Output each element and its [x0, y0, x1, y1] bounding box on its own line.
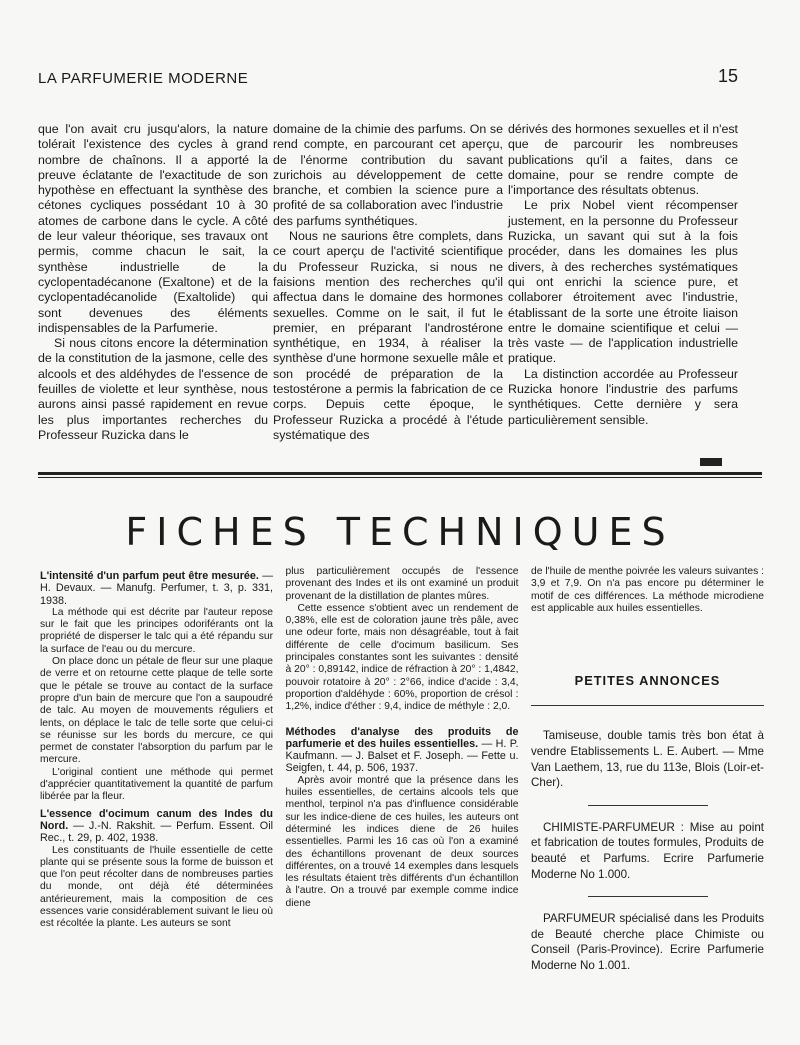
- top-column-3: [508, 122, 738, 443]
- article-title: L'intensité d'un parfum peut être mesurée.: [40, 570, 259, 582]
- article-heading: [40, 570, 273, 607]
- paragraph: dérivés des hormones sexuelles et il n'est que de parcourir les nombreuses publications qu'il a faites, dans ce domaine, pour se rendre compte de l'importance des résultats obtenus.: [508, 122, 738, 198]
- bottom-column-1: [40, 566, 273, 974]
- bottom-column-3: [531, 566, 764, 974]
- end-mark: [700, 458, 722, 466]
- paragraph: Les constituants de l'huile essentielle de cette plante qui se présente sous la forme de buisson et que l'on peut récolter dans de nombreuses parties du monde, ont déjà été déterminées antérieurement, mais la composition de ces essences varie considérablement suivant le lieu où est récoltée la plante. Les auteurs se sont: [40, 844, 273, 930]
- paragraph: La distinction accordée au Professeur Ruzicka honore l'industrie des parfums synthétiques. Cette dernière y sera particulièrement sensible.: [508, 366, 738, 427]
- paragraph: Nous ne saurions être complets, dans ce court aperçu de l'activité scientifique du Professeur Ruzicka, si nous ne faisions mention des recherches qu'il affectua dans le domaine des hormones sexuelles. Comme on le sait, il fut le premier, en préparant l'androstérone synthétique, en 1934, à réaliser la synthèse d'une hormone sexuelle mâle et son procédé de préparation de la testostérone a permis la fabrication de ce corps. Depuis cette époque, le Professeur Ruzicka a procédé à l'étude systématique des: [273, 229, 503, 442]
- article-title: L'essence d'ocimum canum des Indes du Nord.: [40, 807, 273, 832]
- page-number: 15: [717, 66, 738, 86]
- paragraph: On place donc un pétale de fleur sur une plaque de verre et on retourne cette plaque de telle sorte que le pétale se trouve au contact de la surface propre d'un bain de mercure que l'on a saupoudré de talc. Au moyen de mouvements réguliers et lents, on déplace le talc de telle sorte que celui-ci se réunisse sur les bords du mercure, ce qui permet de constater l'absorption du parfum par le mercure.: [40, 656, 273, 766]
- article-reference: — H. P. Kaufmann. — J. Balset et F. Joseph. — Fette u. Seigfen, t. 44, p. 506, 1937.: [285, 737, 519, 775]
- paragraph: Après avoir montré que la présence dans les huiles essentielles, de certains alcools tels que menthol, terpinol n'a pas d'influence considérable sur les indice-diene de ces huiles, les auteurs ont déterminé les indices diene de 26 huiles essentielles. Parmi les 16 cas où l'on a examiné des échantillons provenant de deux sources différentes, on a trouvé 14 exemples dans lesquels les résultats étaient très différents d'un échantillon à l'autre. On a trouvé par exemple comme indice diene: [285, 774, 519, 909]
- section-title: FICHES TECHNIQUES: [125, 510, 675, 554]
- paragraph: plus particulièrement occupés de l'essence provenant des Indes et ils ont examiné un produit provenant de la distillation de plantes mûres.: [285, 566, 519, 602]
- section-divider: [38, 472, 762, 475]
- section-divider-thin: [38, 477, 762, 478]
- article-continuation: [38, 122, 738, 443]
- paragraph: de l'huile de menthe poivrée les valeurs suivantes : 3,9 et 7,9. On n'a pas encore pu déterminer le motif de ces différences. La méthode microdiene est applicable aux huiles essentielles.: [531, 566, 764, 614]
- paragraph: La méthode qui est décrite par l'auteur repose sur le fait que les principes odoriférants ont la propriété de disperser le talc qui a été répandu sur la surface de l'eau ou du mercure.: [40, 606, 273, 655]
- paragraph: domaine de la chimie des parfums. On se rend compte, en parcourant cet aperçu, de l'énorme contribution du savant zurichois au développement de cette branche, et combien la science pure a profité de sa collaboration avec l'industrie des parfums synthétiques.: [273, 122, 503, 228]
- paragraph: Cette essence s'obtient avec un rendement de 0,38%, elle est de coloration jaune très pâle, avec une odeur forte, mais non désagréable, tout à fait différente de celle d'ocimum basilicum. Ses principales constantes sont les suivantes : densité à 20° : 0,89142, indice de réfraction à 20° : 1,4842, pouvoir rotatoire à 20° : 2°66, indice d'acide : 3,4, proportion d'aldéhyde : 60%, proportion de crésol : 1,2%, indice d'éther : 9,4, indice de méthyle : 2,0.: [285, 602, 519, 713]
- ad-separator: [588, 896, 708, 897]
- article-reference: — H. Devaux. — Manufg. Perfumer, t. 3, p. 331, 1938.: [40, 570, 273, 607]
- bottom-column-2: [286, 566, 519, 974]
- annonces-title: PETITES ANNONCES: [531, 675, 764, 706]
- paragraph: Le prix Nobel vient récompenser justement, en la personne du Professeur Ruzicka, un savant qui sut à la fois procéder, dans les domaines les plus divers, à des recherches systématiques qui ont enrichi la science pure, et collaborer étroitement avec l'industrie, établissant de la sorte une étroite liaison entre le domaine scientifique et celui — très vaste — de l'application industrielle pratique.: [508, 198, 738, 366]
- ad-separator: [588, 805, 708, 806]
- article-heading: [40, 808, 273, 845]
- article-reference: — J.-N. Rakshit. — Perfum. Essent. Oil Rec., t. 29, p. 402, 1938.: [40, 819, 273, 845]
- paragraph: que l'on avait cru jusqu'alors, la nature tolérait l'existence des cycles à grand nombre de chaînons. Il a apporté la preuve éclatante de l'exactitude de son hypothèse en effectuant la synthèse des cétones cycliques possédant 10 à 30 atomes de carbone dans le cycle. A côté de leur valeur théorique, ses travaux ont permis, comme chacun le sait, la synthèse industrielle de la cyclopentadécanone (Exaltone) et de la cyclopentadécanolide (Exaltolide) qui sont devenues des éléments indispensables de la Parfumerie.: [38, 122, 268, 335]
- article-heading: [286, 726, 519, 775]
- top-column-1: [38, 122, 268, 443]
- classified-ad: PARFUMEUR spécialisé dans les Produits de Beauté cherche place Chimiste ou Conseil (Paris-Province). Ecrire Parfumerie Moderne No 1.001.: [531, 912, 764, 973]
- classified-ad: Tamiseuse, double tamis très bon état à vendre Etablissements L. E. Aubert. — Mme Van Laethem, 13, rue du 113e, Blois (Loir-et-Cher).: [531, 729, 764, 790]
- top-column-2: [273, 122, 503, 443]
- classified-ad: CHIMISTE-PARFUMEUR : Mise au point et fabrication de toutes formules, Produits de beauté et Parfums. Ecrire Parfumerie Moderne No 1.000.: [531, 820, 764, 881]
- paragraph: Si nous citons encore la détermination de la constitution de la jasmone, celle des alcools et des aldéhydes de l'essence de feuilles de violette et leur synthèse, nous aurons ainsi passé rapidement en revue les plus importantes recherches du Professeur Ruzicka dans le: [38, 336, 268, 442]
- article-title: Méthodes d'analyse des produits de parfumerie et des huiles essentielles.: [285, 725, 519, 750]
- paragraph: L'original contient une méthode qui permet d'apprécier quantitativement la quantité de parfum libérée par la fleur.: [40, 766, 273, 803]
- running-head: LA PARFUMERIE MODERNE: [38, 70, 249, 87]
- fiches-techniques: [40, 566, 764, 974]
